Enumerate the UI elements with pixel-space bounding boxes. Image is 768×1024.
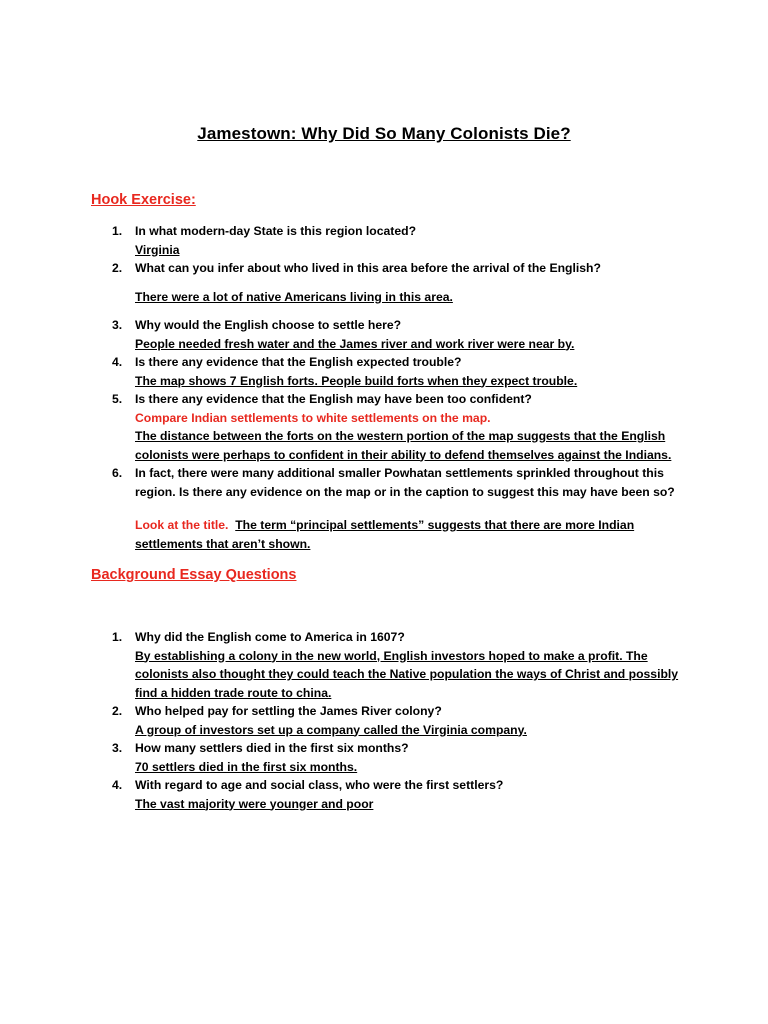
question-number: 1. — [112, 630, 123, 644]
question-text: What can you infer about who lived in this area before the arrival of the English? — [135, 261, 601, 275]
answer-text-line-1: The term “principal settlements” suggests that there are more Indian — [235, 518, 635, 532]
hook-question-5 — [112, 390, 712, 464]
hint-text: Look at the title. — [135, 518, 229, 532]
background-question-1 — [112, 628, 712, 702]
answer-text-line-2: colonists were perhaps to confident in their ability to defend themselves against the Indians. — [135, 447, 672, 462]
background-question-3 — [112, 739, 712, 776]
question-text: Why would the English choose to settle here? — [135, 318, 402, 332]
question-text: Why did the English come to America in 1607? — [135, 630, 405, 644]
question-number: 5. — [112, 392, 123, 406]
question-text: How many settlers died in the first six months? — [135, 741, 409, 755]
answer-text: 70 settlers died in the first six months. — [135, 759, 358, 774]
question-number: 4. — [112, 355, 123, 369]
answer-text: People needed fresh water and the James river and work river were near by. — [135, 336, 575, 351]
question-number: 3. — [112, 318, 123, 332]
answer-text-line-2: settlements that aren’t shown. — [135, 537, 311, 551]
question-number: 4. — [112, 778, 123, 792]
hook-question-6-answer — [135, 516, 735, 554]
question-number: 3. — [112, 741, 123, 755]
question-text: Is there any evidence that the English expected trouble? — [135, 355, 462, 369]
question-text: Who helped pay for settling the James River colony? — [135, 704, 442, 718]
hook-question-list — [112, 222, 712, 501]
answer-text: A group of investors set up a company called the Virginia company. — [135, 722, 527, 737]
question-text: Is there any evidence that the English may have been too confident? — [135, 392, 532, 406]
question-text-line-1: In fact, there were many additional smaller Powhatan settlements sprinkled throughout this — [135, 466, 664, 480]
question-number: 2. — [112, 704, 123, 718]
hint-text: Compare Indian settlements to white settlements on the map. — [135, 410, 491, 425]
hook-question-1 — [112, 222, 712, 259]
answer-text: The map shows 7 English forts. People build forts when they expect trouble. — [135, 373, 578, 388]
question-text: In what modern-day State is this region located? — [135, 224, 417, 238]
question-text-line-2: region. Is there any evidence on the map or in the caption to suggest this may have been so? — [135, 484, 675, 499]
answer-text: There were a lot of native Americans living in this area. — [135, 289, 453, 304]
question-number: 2. — [112, 261, 123, 275]
question-number: 6. — [112, 466, 123, 480]
answer-text-line-1: By establishing a colony in the new world, English investors hoped to make a profit. The — [135, 648, 648, 663]
question-number: 1. — [112, 224, 123, 238]
answer-text-line-3: find a hidden trade route to china. — [135, 685, 332, 700]
question-text: With regard to age and social class, who were the first settlers? — [135, 778, 504, 792]
answer-text-line-2: colonists also thought they could teach the Native population the ways of Christ and possibly — [135, 667, 679, 681]
page-title: Jamestown: Why Did So Many Colonists Die? — [197, 124, 571, 143]
answer-text-line-1: The distance between the forts on the western portion of the map suggests that the English — [135, 429, 666, 443]
background-essay-heading: Background Essay Questions — [91, 567, 297, 583]
hook-exercise-heading: Hook Exercise: — [91, 192, 196, 208]
hook-question-6 — [112, 464, 712, 501]
hook-question-4 — [112, 353, 712, 390]
hook-question-3 — [112, 316, 712, 353]
hook-question-2 — [112, 259, 712, 316]
background-question-2 — [112, 702, 712, 739]
answer-text: Virginia — [135, 242, 180, 257]
answer-text: The vast majority were younger and poor — [135, 796, 374, 811]
background-question-list — [112, 628, 712, 813]
background-question-4 — [112, 776, 712, 813]
